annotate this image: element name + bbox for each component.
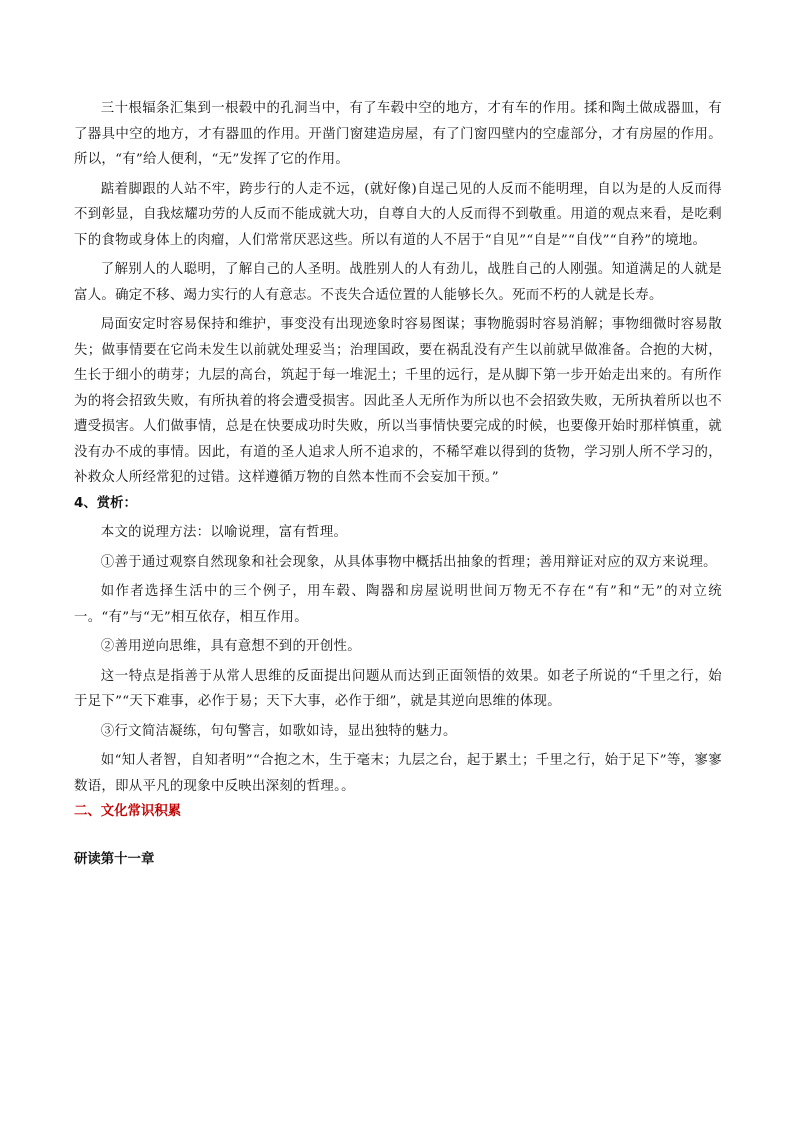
appreciation-point-3-detail: 如“知人者智，自知者明”“合抱之木，生于毫末；九层之台，起于累土；千里之行，始于足下”等，寥寥数语，即从平凡的现象中反映出深刻的哲理。。	[74, 753, 722, 794]
translation-paragraph-1: 三十根辐条汇集到一根毂中的孔洞当中，有了车毂中空的地方，才有车的作用。揉和陶土做成器皿，有了器具中空的地方，才有器皿的作用。开凿门窗建造房屋，有了门窗四壁内的空虚部分，才有房屋的作用。所以，“有”给人便利，“无”发挥了它的作用。	[74, 101, 722, 167]
appreciation-point-3: ③行文简洁凝练，句句警言，如歌如诗，显出独特的魅力。	[100, 723, 457, 739]
translation-paragraph-3: 了解别人的人聪明，了解自己的人圣明。战胜别人的人有劲儿，战胜自己的人刚强。知道满足的人就是富人。确定不移、竭力实行的人有意志。不丧失合适位置的人能够长久。死而不朽的人就是长寿。	[74, 262, 722, 303]
appreciation-heading: 4、赏析：	[74, 495, 137, 511]
appreciation-point-1: ①善于通过观察自然现象和社会现象，从具体事物中概括出抽象的哲理；善用辩证对应的双方来说理。	[100, 554, 717, 570]
culture-section-heading: 二、文化常识积累	[74, 804, 182, 819]
document-page	[74, 96, 722, 872]
appreciation-point-2-detail: 这一特点是指善于从常人思维的反面提出问题从而达到正面领悟的效果。如老子所说的“千里之行，始于足下”“天下难事，必作于易；天下大事，必作于细”，就是其逆向思维的体现。	[74, 668, 722, 709]
translation-paragraph-2: 踮着脚跟的人站不牢，跨步行的人走不远，(就好像)自逞己见的人反而不能明理，自以为是的人反而得不到彰显，自我炫耀功劳的人反而不能成就大功，自尊自大的人反而得不到敬重。用道的观点来看，是吃剩下的食物或身体上的肉瘤，人们常常厌恶这些。所以有道的人不居于“自见”“自是”“自伐”“自矜”的境地。	[74, 181, 722, 248]
translation-paragraph-4: 局面安定时容易保持和维护，事变没有出现迹象时容易图谋；事物脆弱时容易消解；事物细微时容易散失；做事情要在它尚未发生以前就处理妥当；治理国政，要在祸乱没有产生以前就早做准备。合抱的大树，生长于细小的萌芽；九层的高台，筑起于每一堆泥土；千里的远行，是从脚下第一步开始走出来的。有所作为的将会招致失败，有所执着的将会遭受损害。因此圣人无所作为所以也不会招致失败，无所执着所以也不遭受损害。人们做事情，总是在快要成功时失败，所以当事情快要完成的时候，也要像开始时那样慎重，就没有办不成的事情。因此，有道的圣人追求人所不追求的，不稀罕难以得到的货物，学习别人所不学习的，补救众人所经常犯的过错。这样遵循万物的自然本性而不会妄加干预。”	[74, 317, 722, 485]
study-section-heading: 研读第十一章	[74, 851, 155, 867]
appreciation-intro: 本文的说理方法：以喻说理，富有哲理。	[100, 525, 348, 540]
appreciation-point-2: ②善用逆向思维，具有意想不到的开创性。	[100, 639, 361, 654]
appreciation-point-1-detail: 如作者选择生活中的三个例子，用车毂、陶器和房屋说明世间万物无不存在“有”和“无”的对立统一。“有”与“无”相互依存，相互作用。	[74, 584, 722, 625]
